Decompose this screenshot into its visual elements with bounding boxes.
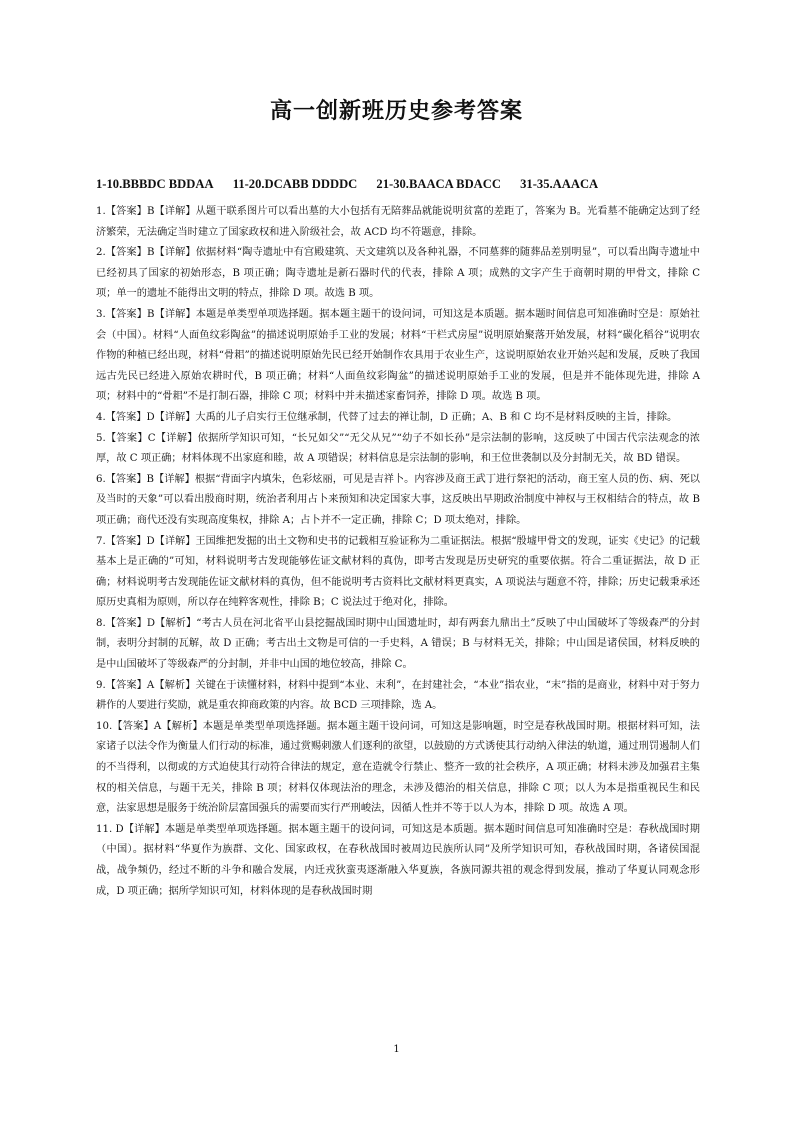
explanation-3: 3.【答案】B【详解】本题是单类型单项选择题。据本题主题干的设问词，可知这是本质题。据本题时间信息可知准确时空是：原始社会（中国）。材料“人面鱼纹彩陶盆”的描述说明原始手工业的发展；材料“干栏式房屋”说明原始聚落开始发展，材料“碳化稻谷”说明农作物的种植已经出现，材料“骨耜”的描述说明原始先民已经开始制作农具用于农业生产，这说明原始农业开始兴起和发展，反映了我国远古先民已经进入原始农耕时代，B 项正确；材料“人面鱼纹彩陶盆”的描述说明原始手工业的发展，但是并不能体现先进，排除 A 项；材料中的“骨耜”不是打制石器，排除 C 项；材料中并未描述家畜饲养，排除 D 项。故选 B 项。 <box>96 308 700 403</box>
page-number: 1 <box>393 1044 400 1055</box>
answer-explanations <box>96 202 700 902</box>
answer-key <box>96 177 716 192</box>
explanation-1: 1.【答案】B【详解】从题干联系图片可以看出墓的大小包括有无陪葬品就能说明贫富的差距了，答案为 B。光看墓不能确定达到了经济繁荣，无法确定当时建立了国家政权和进入阶级社会，故 ACD 均不符题意，排除。 <box>96 206 700 238</box>
explanation-6: 6.【答案】B【详解】根据“背面字内填朱，色彩炫丽，可见是吉祥卜。内容涉及商王武丁进行祭祀的活动，商王室人员的伤、病、死以及当时的天象”可以看出殷商时期，统治者利用占卜来预知和决定国家大事，这反映出早期政治制度中神权与王权相结合的特点，故 B 项正确；商代还没有实现高度集权，排除 A；占卜并不一定正确，排除 C；D 项太绝对，排除。 <box>96 473 700 526</box>
explanation-9: 9.【答案】A【解析】关键在于读懂材料，材料中提到“本业、末利”，在封建社会，“本业”指农业，“末”指的是商业，材料中对于努力耕作的人要进行奖励，就是重农抑商政策的内容。故 BCD 三项排除，选 A。 <box>96 679 700 712</box>
explanation-11: 11. D【详解】本题是单类型单项选择题。据本题主题干的设问词，可知这是本质题。据本题时间信息可知准确时空是：春秋战国时期（中国）。据材料“华夏作为族群、文化、国家政权，在春秋战国时被周边民族所认同”及所学知识可知，春秋战国时期，各诸侯国混战，战争频仍，经过不断的斗争和融合发展，内迁戎狄蛮夷逐渐融入华夏族，各族同源共祖的观念得到发展，推动了华夏认同观念形成，D 项正确；据所学知识可知，材料体现的是春秋战国时期 <box>96 823 700 897</box>
explanation-8: 8.【答案】D【解析】“考古人员在河北省平山县挖掘战国时期中山国遗址时，却有两套九鼎出土”反映了中山国破坏了等级森严的分封制，表明分封制的瓦解，故 D 正确；考古出土文物是可信的一手史料，A 错误；B 与材料无关，排除；中山国是诸侯国，材料反映的是中山国破坏了等级森严的分封制，并非中山国的地位较高，排除 C。 <box>96 617 700 671</box>
page-title: 高一创新班历史参考答案 <box>269 99 523 124</box>
answer-key-group: 1-10.BBBDC BDDAA <box>96 177 214 191</box>
explanation-10: 10.【答案】A【解析】本题是单类型单项选择题。据本题主题干设问词，可知这是影响题，时空是春秋战国时期。根据材料可知，法家诸子以法令作为衡量人们行动的标准，通过赏赐刺激人们逐利的欲望，以鼓励的方式诱使其行动纳入律法的轨道，通过刑罚遏制人们的不当得利，以彻或的方式迫使其行动符合律法的规定，意在造就令行禁止、整齐一致的社会秩序，A 项正确；材料未涉及加强君主集权的相关信息，与题干无关，排除 B 项；材料仅体现法治的理念，未涉及德治的相关信息，排除 C 项；以人为本是指重视民生和民意，法家思想是服务于统治阶层富国强兵的需要而实行严刑峻法，因循人性并不等于以人为本，排除 D 项。故选 A 项。 <box>96 720 700 815</box>
explanation-7: 7.【答案】D【详解】王国维把发掘的出土文物和史书的记载相互验证称为二重证据法。根据“殷墟甲骨文的发现，证实《史记》的记载基本上是正确的”可知，材料说明考古发现能够佐证文献材料的真伪，即考古发现是历史研究的重要依据。符合二重证据法，故 D 正确；材料说明考古发现能佐证文献材料的真伪，但不能说明考古资料比文献材料更真实，A 项说法与题意不符，排除；历史记载秉承还原历史真相为原则，所以存在纯粹客观性，排除 B；C 说法过于绝对化，排除。 <box>96 535 700 609</box>
answer-key-group: 21-30.BAACA BDACC <box>376 177 501 191</box>
answer-key-group: 31-35.AAACA <box>520 177 599 191</box>
answer-key-group: 11-20.DCABB DDDDC <box>232 177 358 191</box>
explanation-5: 5.【答案】C【详解】依据所学知识可知，“长兄如父”“无父从兄”“幼子不如长孙”是宗法制的影响，这反映了中国古代宗法观念的浓厚，故 C 项正确；材料体现不出家庭和睦，故 A 项错误；材料信息是宗法制的影响，和王位世袭制以及分封制无关，故 BD 错误。 <box>96 432 700 465</box>
explanation-2: 2.【答案】B【详解】依据材料“陶寺遗址中有宫殿建筑、天文建筑以及各种礼器，不同墓葬的随葬品差别明显”，可以看出陶寺遗址中已经初具了国家的初始形态，B 项正确；陶寺遗址是新石器时代的代表，排除 A 项；成熟的文字产生于商朝时期的甲骨文，排除 C 项；单一的遗址不能得出文明的特点，排除 D 项。故选 B 项。 <box>96 247 700 300</box>
explanation-4: 4.【答案】D【详解】大禹的儿子启实行王位继承制，代替了过去的禅让制，D 正确；A、B 和 C 均不是材料反映的主旨，排除。 <box>96 411 678 423</box>
